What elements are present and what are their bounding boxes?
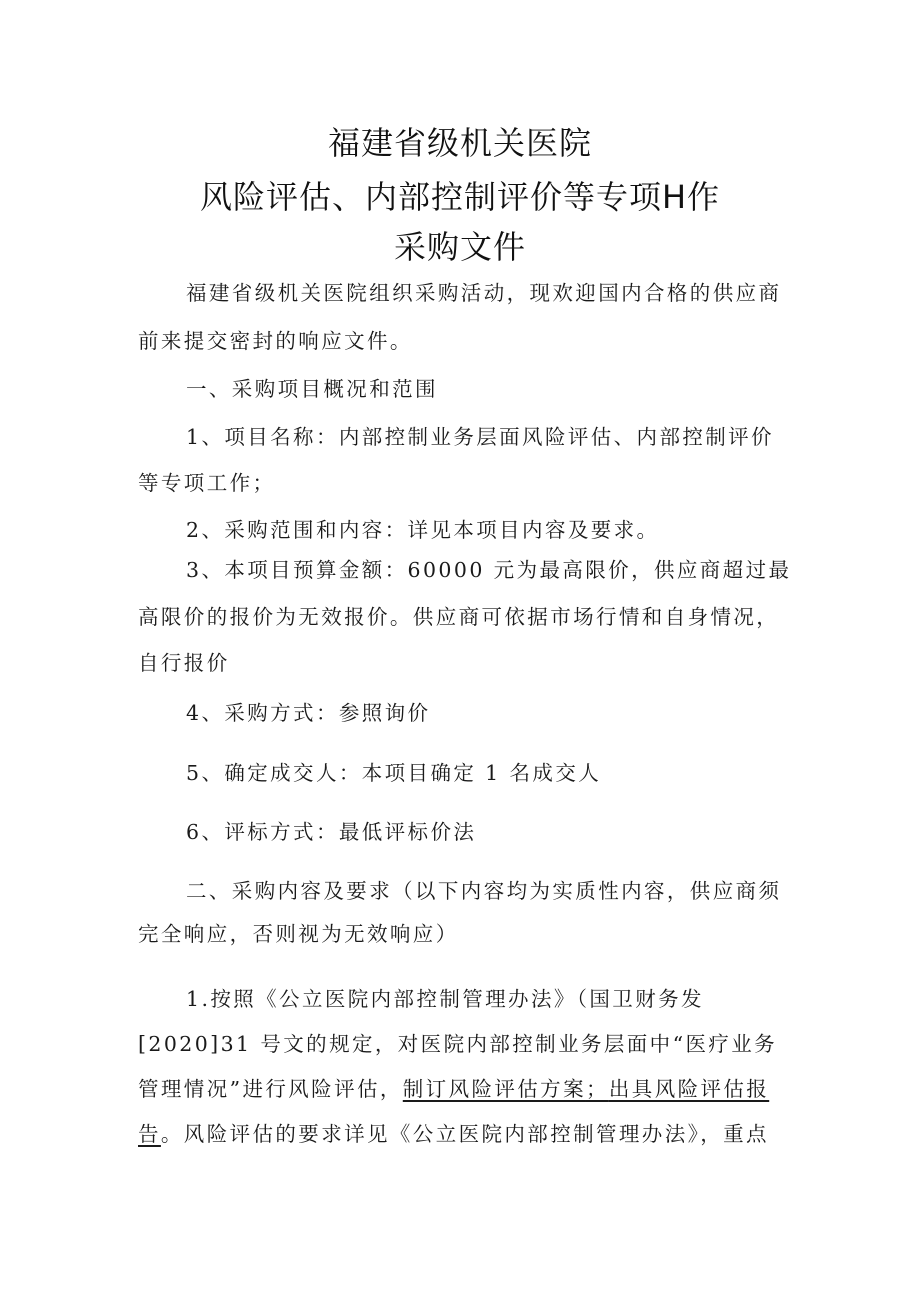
item-5: 5、确定成交人：本项目确定 1 名成交人	[186, 761, 602, 785]
intro-line-1: 福建省级机关医院组织采购活动，现欢迎国内合格的供应商	[186, 281, 782, 305]
item-3-line-1: 3、本项目预算金额：60000 元为最高限价，供应商超过最	[186, 558, 792, 582]
section-2-heading-line-1: 二、采购内容及要求（以下内容均为实质性内容，供应商须	[186, 879, 782, 903]
item-1-line-1: 1、项目名称：内部控制业务层面风险评估、内部控制评价	[186, 425, 774, 449]
item-4: 4、采购方式：参照询价	[186, 701, 431, 725]
title-line-1: 福建省级机关医院	[327, 124, 592, 162]
item-6: 6、评标方式：最低评标价法	[186, 820, 477, 844]
underlined-report-end: 告	[138, 1122, 161, 1146]
para-1-line-3	[138, 1072, 798, 1102]
title-line-3: 采购文件	[393, 228, 526, 266]
para-1-line-4	[138, 1117, 798, 1147]
section-1-heading: 一、采购项目概况和范围	[186, 377, 438, 401]
para-1-line-3-text: 管理情况”进行风险评估，	[138, 1077, 403, 1101]
section-2-heading-line-2: 完全响应，否则视为无效响应）	[138, 922, 459, 946]
underlined-risk-report: 出具风险评估报	[608, 1077, 770, 1101]
item-2: 2、采购范围和内容：详见本项目内容及要求。	[186, 518, 660, 542]
intro-line-2: 前来提交密封的响应文件。	[138, 329, 413, 353]
underlined-risk-plan: 制订风险评估方案	[402, 1077, 586, 1101]
item-3-line-3: 自行报价	[138, 651, 230, 675]
item-3-line-2: 高限价的报价为无效报价。供应商可依据市场行情和自身情况，	[138, 605, 780, 629]
title-line-2: 风险评估、内部控制评价等专项H作	[199, 178, 721, 216]
para-1-line-2: [2020]31 号文的规定，对医院内部控制业务层面中“医疗业务	[138, 1032, 778, 1056]
para-1-line-4-text: 。风险评估的要求详见《公立医院内部控制管理办法》，重点	[160, 1122, 769, 1146]
item-1-line-2: 等专项工作；	[138, 471, 276, 495]
para-1-line-1: 1.按照《公立医院内部控制管理办法》（国卫财务发	[186, 987, 704, 1011]
underlined-separator: ；	[585, 1077, 609, 1101]
